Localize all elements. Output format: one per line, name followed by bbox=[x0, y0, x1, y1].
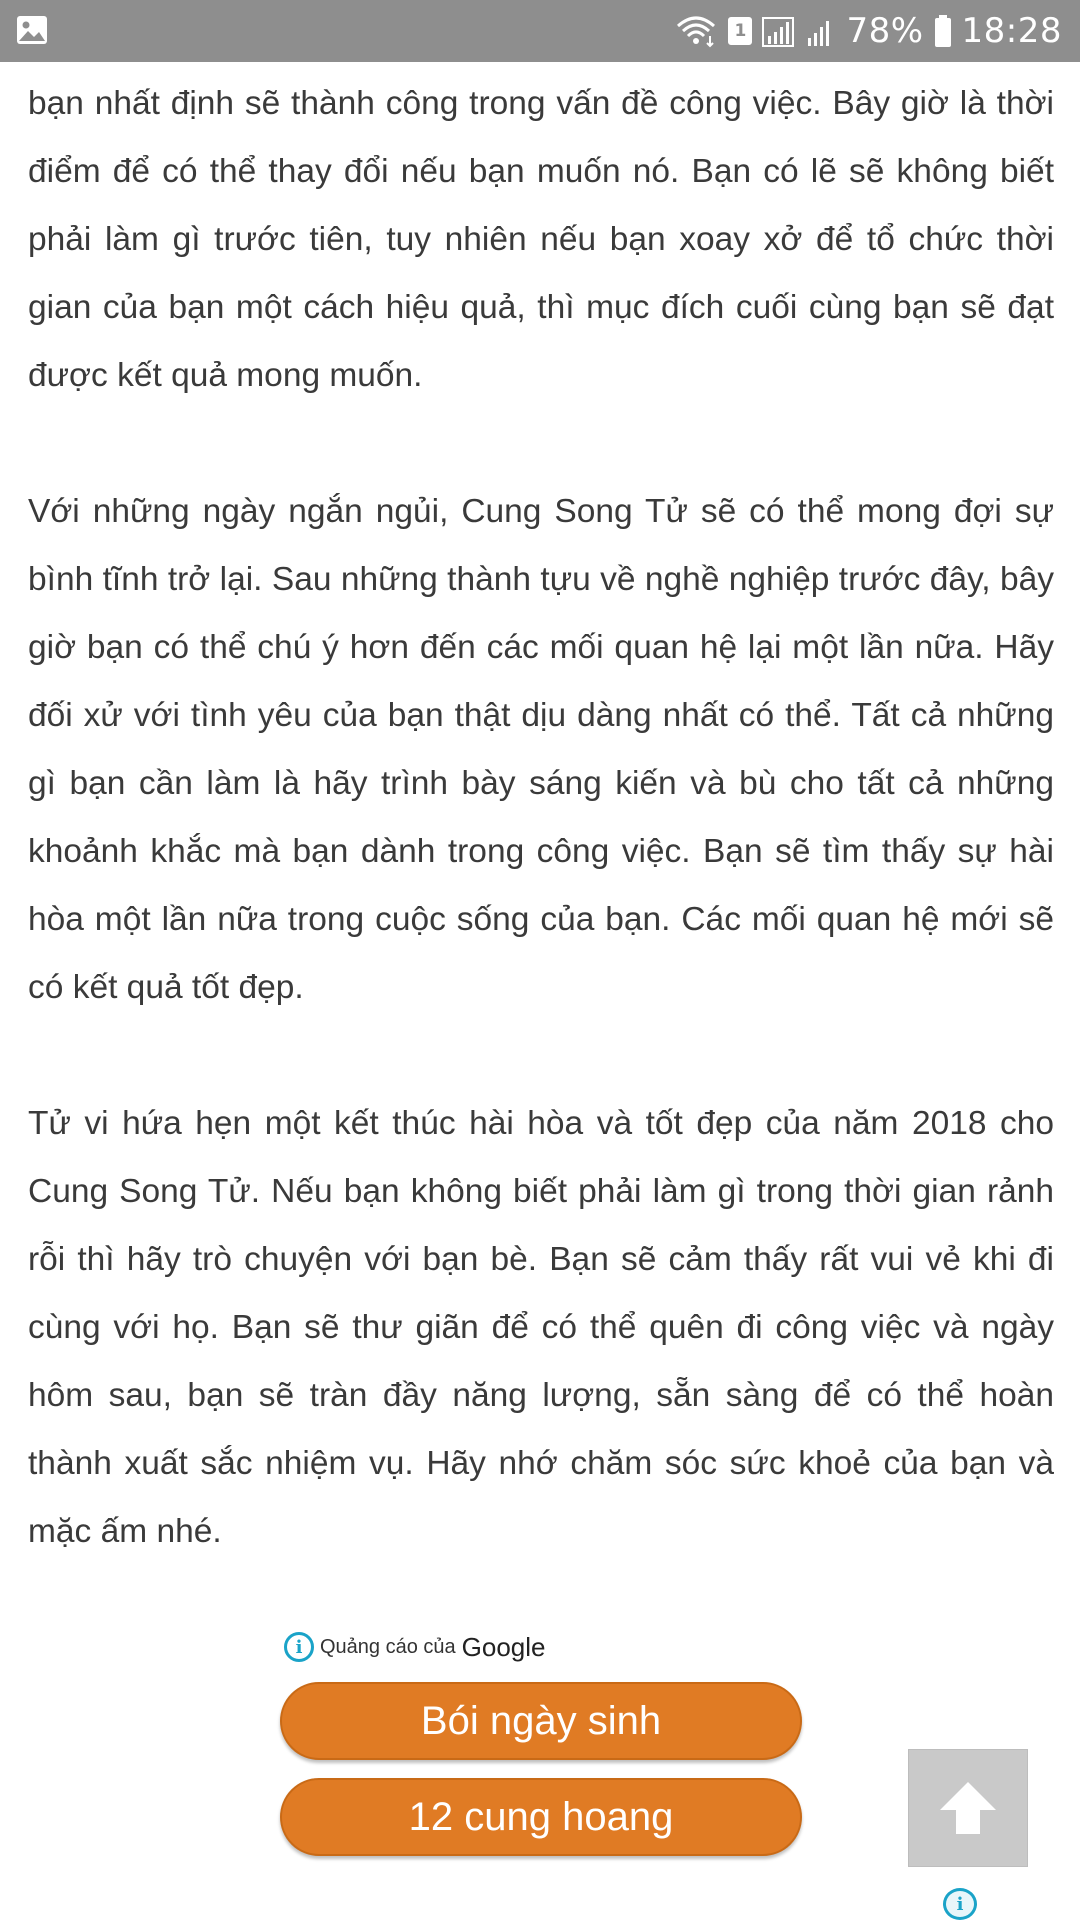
ad-label-text: Quảng cáo của bbox=[320, 1635, 456, 1658]
battery-icon bbox=[934, 14, 952, 48]
arrow-up-icon bbox=[936, 1778, 1000, 1838]
ad-button-12-cung-hoang[interactable]: 12 cung hoang bbox=[280, 1778, 802, 1856]
ad-choices-icon[interactable]: i bbox=[943, 1888, 977, 1920]
image-icon bbox=[16, 15, 48, 45]
status-icons bbox=[674, 0, 1062, 62]
signal-icon bbox=[762, 14, 796, 48]
ad-button-boi-ngay-sinh[interactable]: Bói ngày sinh bbox=[280, 1682, 802, 1760]
article-paragraph: Tử vi hứa hẹn một kết thúc hài hòa và tốt đẹp của năm 2018 cho Cung Song Tử. Nếu bạn không biết phải làm gì trong thời gian rảnh rỗi thì hãy trò chuyện với bạn bè. Bạn sẽ cảm thấy rất vui vẻ khi đi cùng với họ. Bạn sẽ thư giãn để có thể quên đi công việc và ngày hôm sau, bạn sẽ tràn đầy năng lượng, sẵn sàng để có thể hoàn thành xuất sắc nhiệm vụ. Hãy nhớ chăm sóc sức khoẻ của bạn và mặc ấm nhé. bbox=[28, 1105, 1054, 1550]
article-body bbox=[28, 70, 1054, 1566]
battery-percent: 78% bbox=[846, 11, 924, 51]
sim-badge: 1 bbox=[728, 17, 752, 45]
article-paragraph: bạn nhất định sẽ thành công trong vấn đề công việc. Bây giờ là thời điểm để có thể thay đổi nếu bạn muốn nó. Bạn có lẽ sẽ không biết phải làm gì trước tiên, tuy nhiên nếu bạn xoay xở để tổ chức thời gian của bạn một cách hiệu quả, thì mục đích cuối cùng bạn sẽ đạt được kết quả mong muốn. bbox=[28, 85, 1054, 394]
info-icon[interactable]: i bbox=[284, 1632, 314, 1662]
scroll-to-top-button[interactable] bbox=[908, 1749, 1028, 1867]
article-paragraph: Với những ngày ngắn ngủi, Cung Song Tử sẽ có thể mong đợi sự bình tĩnh trở lại. Sau những thành tựu về nghề nghiệp trước đây, bây giờ bạn có thể chú ý hơn đến các mối quan hệ lại một lần nữa. Hãy đối xử với tình yêu của bạn thật dịu dàng nhất có thể. Tất cả những gì bạn cần làm là hãy trình bày sáng kiến và bù cho tất cả những khoảnh khắc mà bạn dành trong công việc. Bạn sẽ tìm thấy sự hài hòa một lần nữa trong cuộc sống của bạn. Các mối quan hệ mới sẽ có kết quả tốt đẹp. bbox=[28, 493, 1054, 1006]
ad-label[interactable] bbox=[284, 1630, 546, 1664]
clock: 18:28 bbox=[961, 11, 1062, 51]
status-bar bbox=[0, 0, 1080, 62]
signal-icon-2 bbox=[806, 14, 836, 48]
ad-brand: Google bbox=[461, 1631, 546, 1662]
wifi-icon bbox=[674, 14, 718, 48]
